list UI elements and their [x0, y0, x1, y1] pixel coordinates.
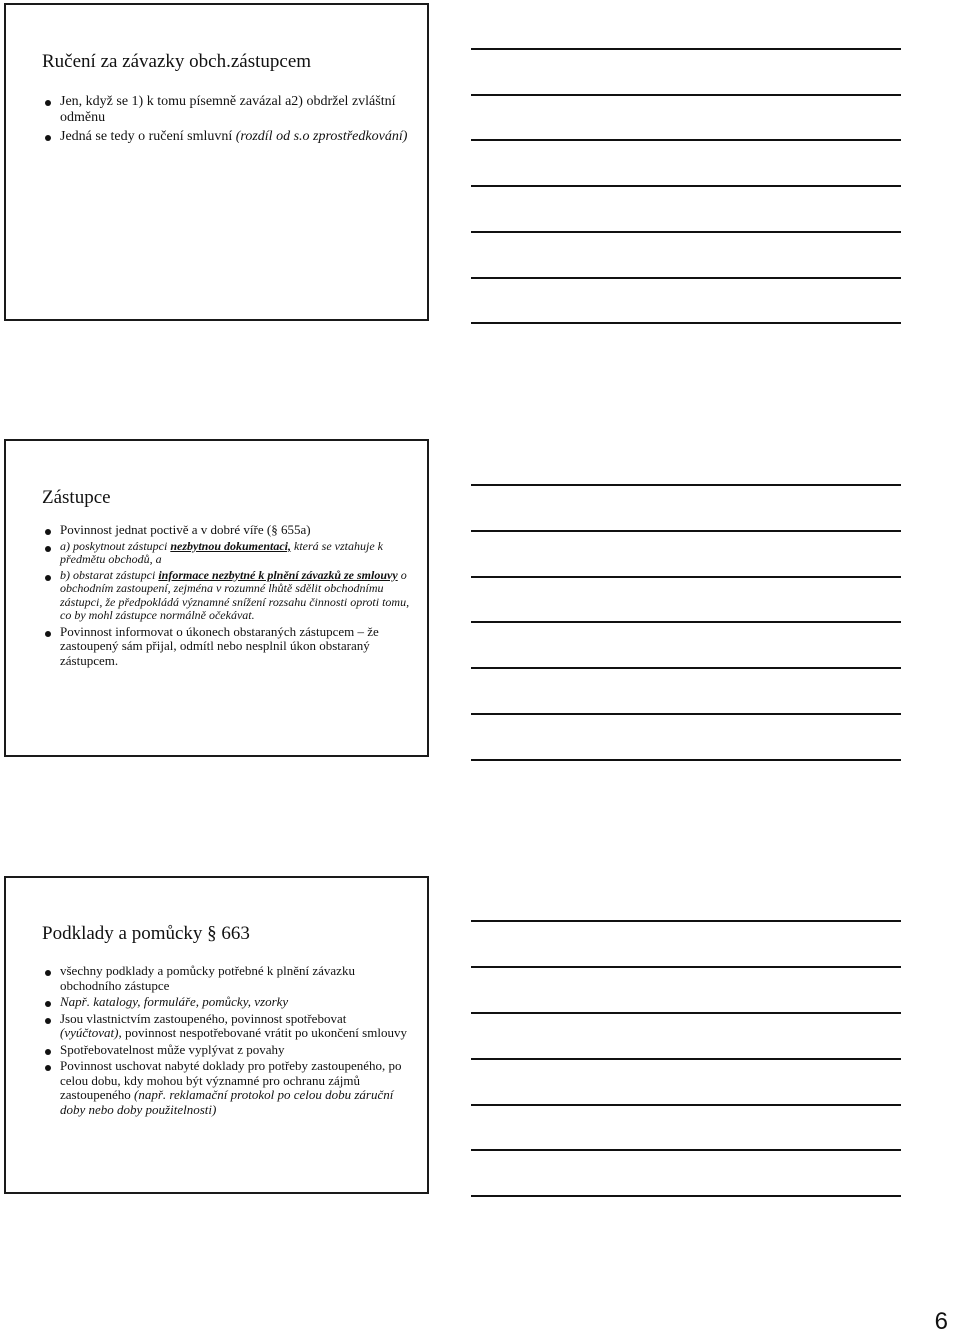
slide-3	[4, 876, 429, 1194]
list-item: Povinnost informovat o úkonech obstaraných zástupcem – že zastoupený sám přijal, odmítl nebo nesplnil úkon obstaraný zástupcem.	[60, 625, 411, 669]
note-line	[471, 713, 901, 715]
bullet-list	[60, 964, 411, 1117]
list-item: Povinnost uschovat nabyté doklady pro potřeby zastoupeného, po celou dobu, kdy mohou být významné pro ochranu zájmů zastoupeného (např. reklamační protokol po celou dobu záruční doby nebo doby použitelnosti)	[60, 1059, 411, 1117]
note-line	[471, 139, 901, 141]
list-item: Jsou vlastnictvím zastoupeného, povinnost spotřebovat (vyúčtovat), povinnost nespotřebované vrátit po ukončení smlouvy	[60, 1012, 411, 1041]
list-item: b) obstarat zástupci informace nezbytné k plnění závazků ze smlouvy o obchodním zastoupení, zejména v rozumné lhůtě sdělit obchodnímu zástupci, že předpokládá významné snížení rozsahu činnosti oproti tomu, co by mohl zástupce normálně očekávat.	[60, 567, 410, 622]
note-line	[471, 621, 901, 623]
note-line	[471, 576, 901, 578]
note-line	[471, 530, 901, 532]
note-line	[471, 966, 901, 968]
slide-title: Ručení za závazky obch.zástupcem	[42, 51, 312, 72]
note-line	[471, 277, 901, 279]
list-item: a) poskytnout zástupci nezbytnou dokumentaci, která se vztahuje k předmětu obchodů, a	[60, 540, 411, 567]
note-line	[471, 231, 901, 233]
note-line	[471, 667, 901, 669]
list-item: všechny podklady a pomůcky potřebné k plnění závazku obchodního zástupce	[60, 964, 411, 993]
note-line	[471, 1149, 901, 1151]
list-item: Jedná se tedy o ručení smluvní (rozdíl od s.o zprostředkování)	[60, 129, 411, 145]
note-line	[471, 1058, 901, 1060]
slide-title: Zástupce	[42, 487, 111, 508]
note-line	[471, 1104, 901, 1106]
note-line	[471, 322, 901, 324]
note-line	[471, 1012, 901, 1014]
list-item: Spotřebovatelnost může vyplývat z povahy	[60, 1043, 411, 1058]
slide-title: Podklady a pomůcky § 663	[42, 923, 250, 944]
list-item: Např. katalogy, formuláře, pomůcky, vzorky	[60, 995, 411, 1010]
list-item: Povinnost jednat poctivě a v dobré víře (§ 655a)	[60, 523, 411, 538]
list-item: Jen, když se 1) k tomu písemně zavázal a2) obdržel zvláštní odměnu	[60, 94, 411, 125]
bullet-list	[60, 523, 411, 668]
note-line	[471, 1195, 901, 1197]
note-line	[471, 759, 901, 761]
note-line	[471, 920, 901, 922]
page-number: 6	[934, 1308, 948, 1335]
slide-2	[4, 439, 429, 757]
bullet-list	[60, 94, 411, 145]
note-line	[471, 484, 901, 486]
note-line	[471, 94, 901, 96]
note-line	[471, 48, 901, 50]
slide-1	[4, 3, 429, 321]
note-line	[471, 185, 901, 187]
